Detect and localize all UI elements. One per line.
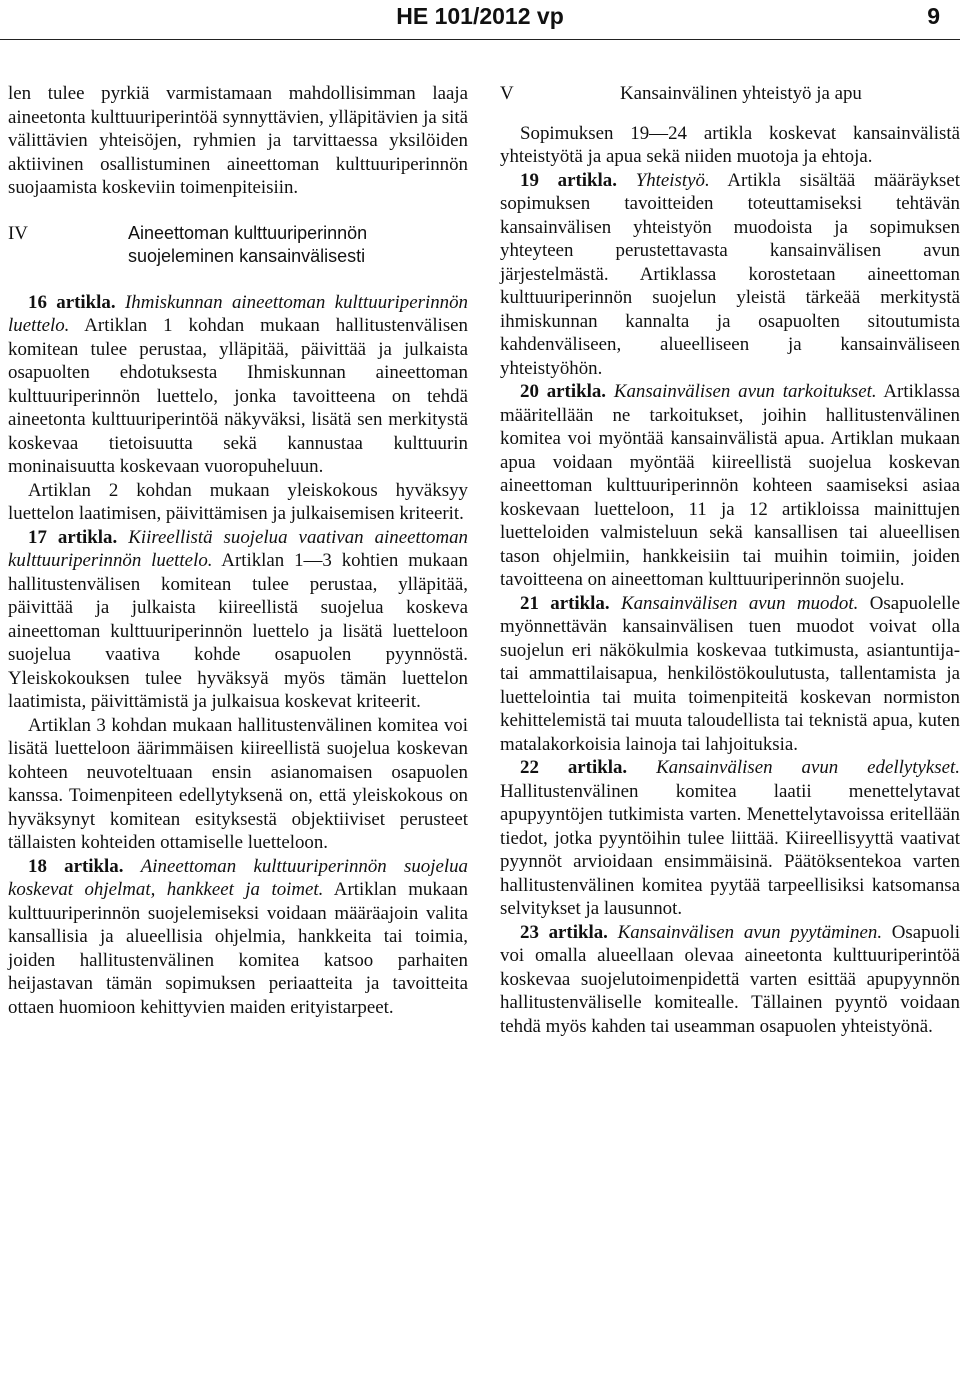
chapter-title: Aineettoman kulttuuriperinnön suojeleminen kansainvälisesti [128,222,368,266]
article-number: 21 artikla. [520,592,610,614]
article-number: 22 artikla. [520,757,628,778]
article-body: Osapuoli voi omalla alueellaan olevaa aineetonta kulttuuriperintöä koskevaa suojelutoimenpidettä varten esittää apupyynnön hallitustenväliselle komitealle. Tällainen pyyntö voidaan tehdä myös kahden tai useamman osapuolen yhteistyönä. [500,921,960,1037]
article-20-paragraph [500,380,960,592]
article-body: Artiklan mukaan kulttuuriperinnön suojelemiseksi voidaan määräajoin valita kansallisia ja alueellisia ohjelmia, hankkeita tai toimia, joiden hallitustenvälinen komitea katsoo parhaiten heijastavan tämän sopimuksen periaatteita ja tavoitteita ottaen huomioon kehittyvien maiden erityistarpeet. [8,879,468,1018]
left-column [8,82,468,1019]
article-title: Kansainvälisen avun pyytäminen. [617,921,883,943]
article-body: Osapuolelle myönnettävän kansainvälisen tuen muodot voivat olla suojelun eri näkökulmia koskevaa tutkimusta, asiantuntija- tai ammattilaisapua, henkilöstökoulutusta, tallentamista ja luettelointia tai muita toimenpiteitä koskevan normiston kehittelemistä tai muuta taloudellista tai teknistä apua, kuten matalakorkoisia lainoja tai lahjoituksia. [500,592,960,755]
article-body: Artiklan 1 kohdan mukaan hallitustenvälisen komitean tulee perustaa, ylläpitää, päivittää ja julkaista osapuolten ehdotuksesta Ihmiskunnan aineettoman kulttuuriperinnön luettelo, jonka tavoitteena on tehdä aineetonta kulttuuriperintöä näkyväksi, lisätä sen merkitystä koskevaa tietoisuutta sekä kannustaa kulttuurin moninaisuutta koskevaan vuoropuheluun. [8,315,468,477]
article-body: Artiklan 1—3 kohtien mukaan hallitustenvälisen komitean tulee perustaa, ylläpitää, päivittää ja julkaista kiireellistä suojelua koskeva aineettoman kulttuuriperinnön luettelo ja lisätä luetteloon suojelua vaativa kohde osapuolen pyynnöstä. Yleiskokouksen tulee hyväksyä myös tämän luettelon laatimista, päivittämistä ja julkaisua koskevat kriteerit. [8,550,468,712]
article-number: 23 artikla. [520,921,608,943]
article-title: Kiireellistä suojelua vaativan aineettoman kulttuuriperinnön luettelo. [8,526,469,571]
article-title: Yhteistyö. [635,169,710,191]
article-number: 19 artikla. [520,169,617,191]
article-number: 18 artikla. [28,855,124,877]
header-rule [0,39,960,40]
article-body: Artikla sisältää määräykset sopimuksen tavoitteiden toteuttamiseksi tehtävän kansainvälisen yhteistyön muodoista ja sopimuksen yhteyteen perustettavasta kansainvälisen avun järjestelmästä. Artiklassa korostetaan aineettoman kulttuuriperinnön suojelun yleistä tärkeää merkitystä ihmiskunnan kannalta ja osapuolten sitoutumista kahdenväliseen, alueelliseen ja kansainväliseen yhteistyöhön. [500,169,960,379]
article-17-paragraph [8,526,468,714]
chapter-heading-v [500,82,960,106]
article-23-paragraph [500,921,960,1039]
article-body: Artiklassa määritellään ne tarkoitukset, joihin hallitustenvälinen komitea voi myöntää kansainvälistä apua. Artiklan mukaan apua voidaan myöntää kiireellistä suojelua koskevan aineettoman kulttuuriperinnön kohteen saamiseksi asiaa koskevaan luetteloon, 11 ja 12 artikloissa mainittujen luetteloiden valmisteluun sekä kansallisen tai alueellisen tason ohjelmiin, hankkeisiin tai muihin toimiin, joiden tavoitteena on aineettoman kulttuuriperinnön suojelu. [500,381,960,590]
chapter-number: V [500,83,514,104]
article-16-paragraph-2: Artiklan 2 kohdan mukaan yleiskokous hyväksyy luettelon laatimisen, päivittämisen ja julkaisemisen kriteerit. [8,479,468,524]
chapter-heading-iv [8,222,468,269]
article-16-paragraph [8,291,468,479]
paragraph-intro-right: Sopimuksen 19—24 artikla koskevat kansainvälistä yhteistyötä ja apua sekä niiden muotoja ja ehtoja. [500,122,960,167]
article-title: Ihmiskunnan aineettoman kulttuuriperinnön luettelo. [8,291,468,336]
article-18-paragraph [8,855,468,1020]
article-17-paragraph-2: Artiklan 3 kohdan mukaan hallitustenvälinen komitea voi lisätä luetteloon äärimmäisen kiireellistä suojelua koskevan kohteen neuvoteltuaan ensin asianomaisen osapuolen kanssa. Toimenpiteen edellytyksenä on, että yleiskokous on hyväksynyt komitean esityksestä objektiiviset perusteet tällaisten kohteiden ottamiselle luetteloon. [8,714,468,853]
article-body: Hallitustenvälinen komitea laatii menettelytavat apupyyntöjen tutkimista varten. Menettelytavoissa eritellään tiedot, jotka pyyntöihin tulee liittää. Kiireellisyyttä vaativat pyynnöt arvioidaan ensimmäisinä. Päätöksentekoa varten hallitustenvälinen komitea pyytää tarpeellisiksi katsomansa selvitykset ja lausunnot. [500,780,960,919]
chapter-number: IV [8,222,28,244]
document-header-title: HE 101/2012 vp [396,3,564,29]
paragraph-intro-left: len tulee pyrkiä varmistamaan mahdollisimman laaja aineetonta kulttuuriperintöä synnyttävien, ylläpitävien ja sitä välittävien yhteisöjen, ryhmien ja tarvittaessa yksilöiden aktiivinen osallistuminen aineettoman kulttuuriperinnön suojaamista koskeviin toimenpiteisiin. [8,83,468,198]
article-title: Aineettoman kulttuuriperinnön suojelua koskevat ohjelmat, hankkeet ja toimet. [8,855,469,900]
page-number: 9 [927,3,940,29]
article-title: Kansainvälisen avun muodot. [620,592,859,614]
article-21-paragraph [500,592,960,757]
article-title: Kansainvälisen avun edellytykset. [656,757,960,778]
article-19-paragraph [500,169,960,381]
right-column [500,82,960,1038]
article-number: 17 artikla. [28,526,118,548]
article-title: Kansainvälisen avun tarkoitukset. [613,381,877,402]
chapter-title: Kansainvälinen yhteistyö ja apu [620,83,862,104]
article-number: 16 artikla. [28,291,116,313]
article-number: 20 artikla. [520,381,607,402]
article-22-paragraph [500,756,960,921]
